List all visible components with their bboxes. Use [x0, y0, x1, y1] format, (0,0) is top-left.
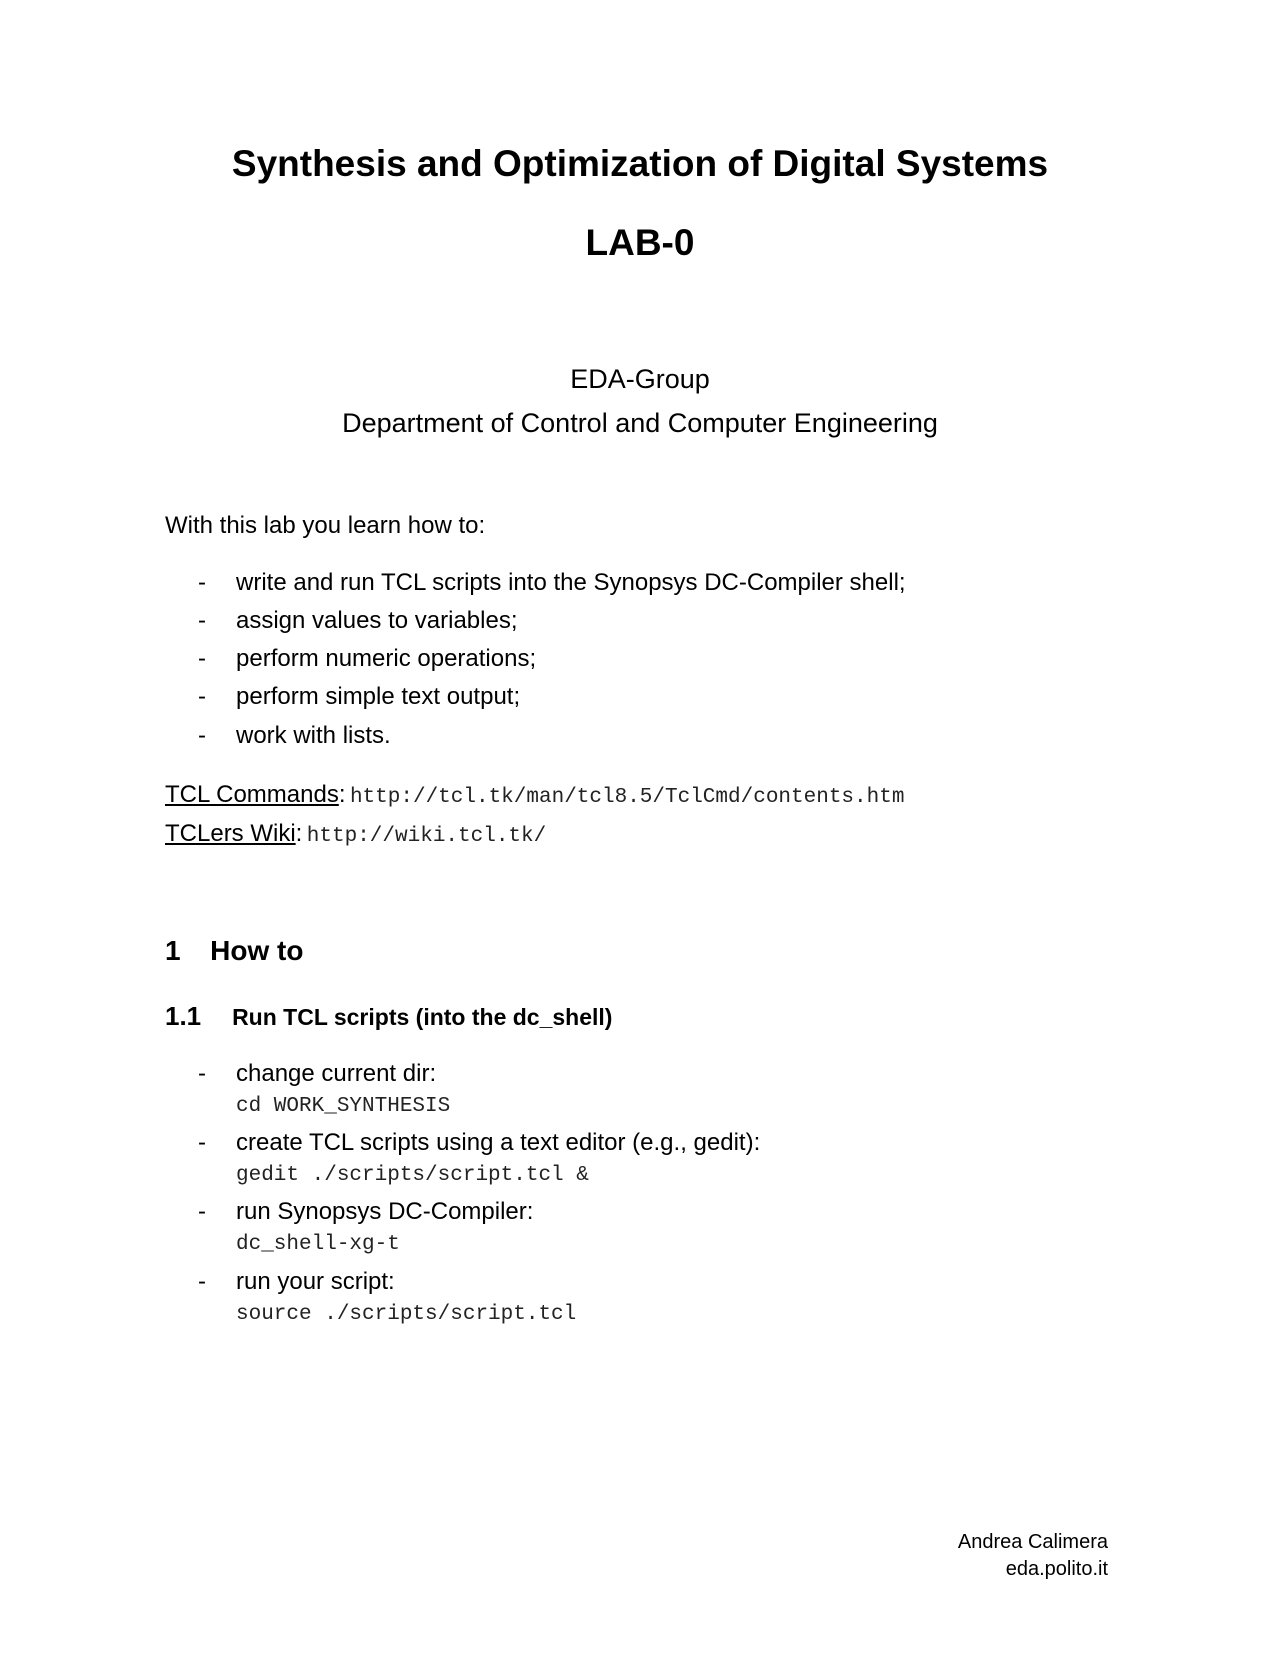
- step-text: run Synopsys DC-Compiler:: [236, 1198, 534, 1225]
- list-item: write and run TCL scripts into the Synopsys DC-Compiler shell;: [236, 569, 906, 596]
- bullet-dash: -: [198, 645, 206, 672]
- reference-separator: :: [295, 820, 303, 847]
- list-item: assign values to variables;: [236, 607, 518, 634]
- document-subtitle: LAB-0: [585, 222, 695, 263]
- list-item: perform numeric operations;: [236, 645, 537, 672]
- subsection-title: Run TCL scripts (into the dc_shell): [232, 1004, 613, 1030]
- document-title: Synthesis and Optimization of Digital Systems: [231, 143, 1049, 184]
- tcl-commands-link[interactable]: TCL Commands: [165, 781, 339, 808]
- bullet-dash: -: [198, 1198, 206, 1225]
- footer-site: eda.polito.it: [1005, 1558, 1108, 1580]
- reference-tclers-wiki: [165, 820, 546, 848]
- step-code: gedit ./scripts/script.tcl &: [236, 1164, 589, 1187]
- tclers-wiki-url[interactable]: http://wiki.tcl.tk/: [306, 825, 547, 848]
- section-title: How to: [210, 935, 304, 966]
- tclers-wiki-link[interactable]: TCLers Wiki: [165, 820, 296, 847]
- bullet-dash: -: [198, 607, 206, 634]
- step-text: run your script:: [236, 1268, 395, 1295]
- intro-text: With this lab you learn how to:: [165, 512, 486, 539]
- bullet-dash: -: [198, 1268, 206, 1295]
- step-text: create TCL scripts using a text editor (e.g., gedit):: [236, 1129, 761, 1156]
- reference-separator: :: [338, 781, 346, 808]
- bullet-dash: -: [198, 683, 206, 710]
- step-code: dc_shell-xg-t: [236, 1233, 400, 1256]
- reference-tcl-commands: [165, 781, 904, 809]
- section-heading: [165, 935, 303, 967]
- bullet-dash: -: [198, 1129, 206, 1156]
- footer-author: Andrea Calimera: [957, 1531, 1108, 1553]
- section-number: 1: [165, 935, 181, 966]
- step-text: change current dir:: [236, 1060, 437, 1087]
- tcl-commands-url[interactable]: http://tcl.tk/man/tcl8.5/TclCmd/contents.htm: [349, 786, 905, 809]
- step-code: source ./scripts/script.tcl: [236, 1303, 577, 1326]
- department-name: Department of Control and Computer Engineering: [342, 408, 938, 438]
- list-item: work with lists.: [236, 722, 391, 749]
- bullet-dash: -: [198, 569, 206, 596]
- bullet-dash: -: [198, 722, 206, 749]
- group-name: EDA-Group: [570, 364, 710, 394]
- list-item: perform simple text output;: [236, 683, 521, 710]
- step-code: cd WORK_SYNTHESIS: [236, 1095, 451, 1118]
- bullet-dash: -: [198, 1060, 206, 1087]
- subsection-heading: [165, 1001, 612, 1032]
- subsection-number: 1.1: [165, 1001, 202, 1031]
